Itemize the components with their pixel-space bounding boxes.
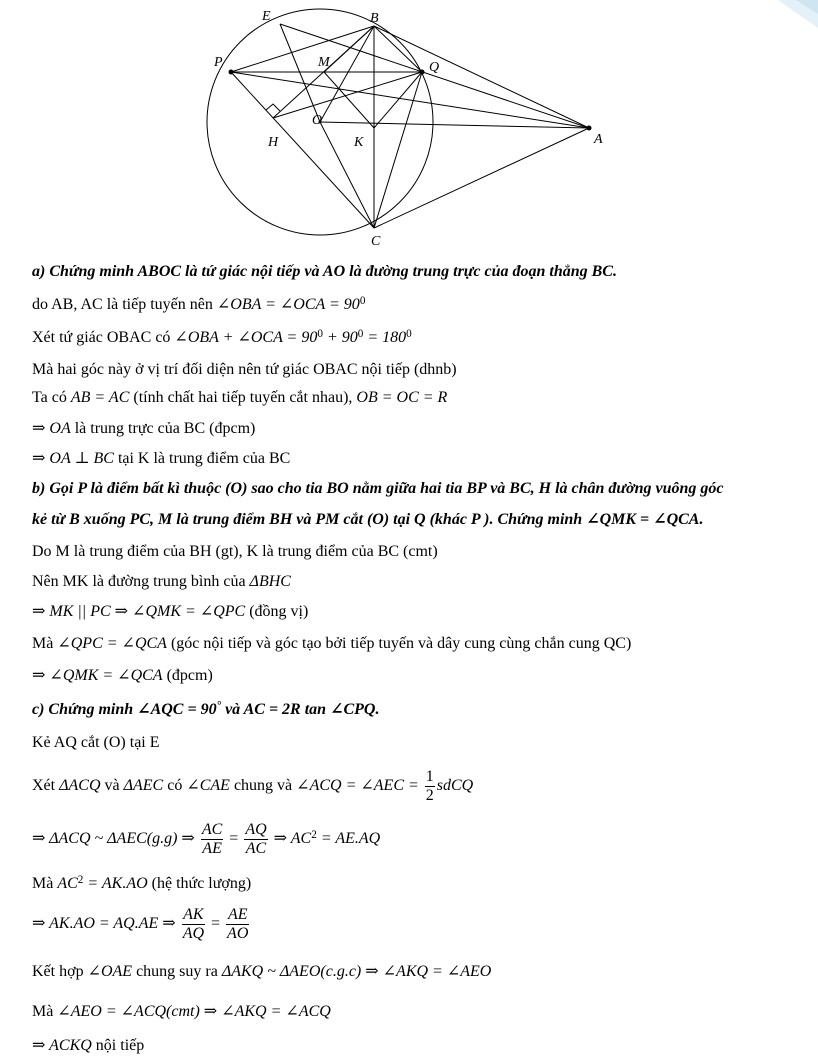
segment-ea bbox=[280, 24, 589, 128]
label-a: A bbox=[594, 132, 603, 147]
part-c-line-3: ⇒ ΔACQ ~ ΔAEC(g.g) ⇒ $\frac{AC}{AE}$ = $\frac{AQ}{AC}$ ⇒ $AC^2 = AE.AQ$ bbox=[32, 820, 381, 857]
label-c: C bbox=[371, 234, 381, 249]
part-c-line-6: Kết hợp ∠OAE chung suy ra ΔAKQ ~ ΔAEO(c.g.c) ⇒ ∠AKQ = ∠AEO bbox=[32, 963, 492, 980]
label-h: H bbox=[268, 135, 279, 150]
segment-ca bbox=[374, 128, 589, 228]
segment-bm bbox=[324, 26, 374, 72]
part-a-title: a) Chứng minh ABOC là tứ giác nội tiếp và AO là đường trung trực của đoạn thẳng BC. bbox=[32, 263, 617, 280]
part-b-line-2: Nên MK là đường trung bình của ΔBHC bbox=[32, 573, 291, 590]
segment-eo bbox=[280, 24, 320, 122]
part-b-line-1: Do M là trung điểm của BH (gt), K là trung điểm của BC (cmt) bbox=[32, 543, 438, 560]
point-a bbox=[587, 126, 592, 131]
label-p: P bbox=[214, 55, 223, 70]
part-b-title-1: b) Gọi P là điểm bất kì thuộc (O) sao cho tia BO nằm giữa hai tia BP và BC, H là chân đường vuông góc bbox=[32, 480, 724, 497]
part-c-title: c) Chứng minh ∠AQC = 90° và AC = 2R tan ∠CPQ. bbox=[32, 699, 380, 718]
part-c-line-7: Mà ∠AEO = ∠ACQ(cmt) ⇒ ∠AKQ = ∠ACQ bbox=[32, 1003, 331, 1020]
segment-pc bbox=[231, 72, 374, 228]
part-b-line-3: ⇒ MK || PC ⇒ ∠QMK = ∠QPC (đồng vị) bbox=[32, 603, 309, 620]
part-c-line-4: Mà $AC^2 = AK.AO$ (hệ thức lượng) bbox=[32, 873, 252, 892]
segment-pa bbox=[231, 72, 589, 128]
geometry-diagram bbox=[200, 0, 630, 250]
part-a-line-6: ⇒ OA ⊥ BC tại K là trung điểm của BC bbox=[32, 450, 291, 467]
geometry-figure bbox=[200, 0, 630, 250]
part-c-line-5: ⇒ AK.AO = AQ.AE ⇒ $\frac{AK}{AQ}$ = $\frac{AE}{AO}$ bbox=[32, 905, 249, 942]
part-a-line-3: Mà hai góc này ở vị trí đối diện nên tứ giác OBAC nội tiếp (dhnb) bbox=[32, 361, 457, 378]
part-a-line-4: Ta có AB = AC (tính chất hai tiếp tuyến cắt nhau), OB = OC = R bbox=[32, 389, 448, 406]
segment-oa bbox=[320, 122, 589, 128]
part-c-line-2: Xét ΔACQ và ΔAEC có ∠CAE chung và ∠ACQ = ∠AEC = $\frac{1}{2}$ sdCQ bbox=[32, 767, 474, 804]
label-b: B bbox=[370, 11, 379, 26]
part-b-line-4: Mà ∠QPC = ∠QCA (góc nội tiếp và góc tạo bởi tiếp tuyến và dây cung cùng chắn cung QC) bbox=[32, 635, 632, 652]
label-q: Q bbox=[429, 60, 440, 75]
part-a-line-2: Xét tứ giác OBAC có ∠OBA + ∠OCA = $90^0 + 90^0 = 180^0$ bbox=[32, 327, 412, 346]
segment-qk bbox=[374, 72, 422, 128]
point-p bbox=[229, 70, 234, 75]
label-e: E bbox=[262, 9, 271, 24]
right-angle-mark bbox=[266, 104, 280, 111]
corner-decoration bbox=[758, 0, 818, 40]
segment-qb bbox=[374, 26, 422, 72]
part-a-line-5: ⇒ OA là trung trực của BC (đpcm) bbox=[32, 420, 256, 437]
label-o: O bbox=[312, 113, 323, 128]
part-c-line-8: ⇒ ACKQ nội tiếp bbox=[32, 1037, 145, 1054]
label-m: M bbox=[318, 55, 330, 70]
part-b-title-2: kẻ từ B xuống PC, M là trung điểm BH và PM cắt (O) tại Q (khác P ). Chứng minh ∠QMK = ∠QCA. bbox=[32, 511, 704, 528]
label-k: K bbox=[354, 135, 364, 150]
segment-oc bbox=[320, 122, 374, 228]
part-c-line-1: Kẻ AQ cắt (O) tại E bbox=[32, 734, 160, 751]
point-q bbox=[420, 70, 425, 75]
part-b-line-5: ⇒ ∠QMK = ∠QCA (đpcm) bbox=[32, 667, 213, 684]
segment-hq bbox=[273, 72, 422, 118]
part-a-line-1: do AB, AC là tiếp tuyến nên ∠OBA = ∠OCA = $90^0$ bbox=[32, 294, 366, 313]
